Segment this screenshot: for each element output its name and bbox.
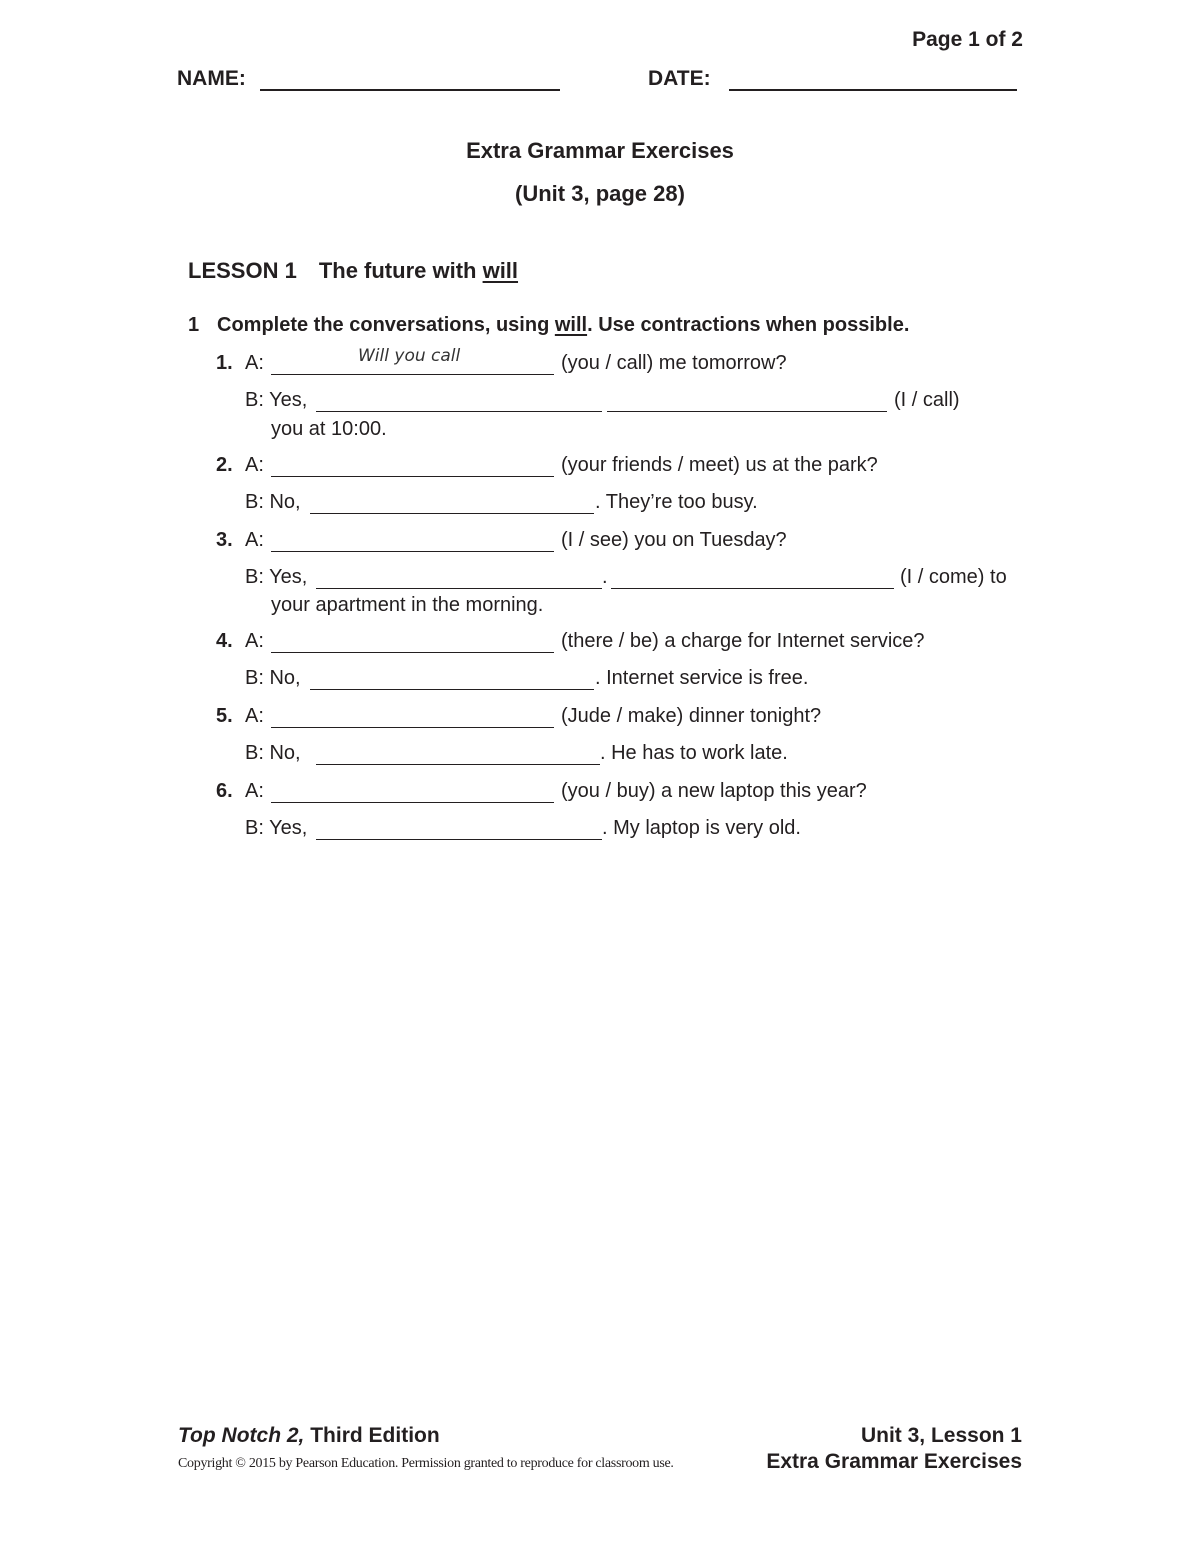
- answer-blank[interactable]: [316, 566, 602, 589]
- name-field[interactable]: [260, 89, 560, 91]
- answer-blank[interactable]: [316, 817, 602, 840]
- speaker-a-label: A:: [245, 454, 264, 476]
- continuation-text: your apartment in the morning.: [271, 594, 544, 616]
- item-4-a: [0, 630, 1200, 660]
- lesson-heading: [188, 258, 518, 284]
- item-1-a: [0, 346, 1200, 382]
- speaker-b-label: B: No,: [245, 667, 301, 689]
- item-number: 6.: [216, 780, 233, 802]
- footer-book-title: [178, 1424, 440, 1448]
- item-6-b: [0, 817, 1200, 847]
- exercise-number: 1: [188, 314, 200, 336]
- prompt-text: (your friends / meet) us at the park?: [561, 454, 878, 476]
- book-edition: Third Edition: [304, 1424, 440, 1447]
- prompt-text: (there / be) a charge for Internet service?: [561, 630, 925, 652]
- page-subtitle: (Unit 3, page 28): [515, 181, 685, 206]
- footer-section: Extra Grammar Exercises: [766, 1450, 1022, 1473]
- item-5-b: [0, 742, 1200, 772]
- prompt-text: (you / buy) a new laptop this year?: [561, 780, 867, 802]
- lesson-topic-keyword: will: [482, 258, 519, 283]
- continuation-text: you at 10:00.: [271, 418, 387, 440]
- item-3-b: [0, 566, 1200, 596]
- item-2-a: [0, 454, 1200, 484]
- page-number: Page 1 of 2: [912, 28, 1023, 51]
- speaker-a-label: A:: [245, 352, 264, 374]
- speaker-a-label: A:: [245, 529, 264, 551]
- speaker-b-label: B: No,: [245, 491, 301, 513]
- answer-blank[interactable]: [310, 667, 594, 690]
- item-number: 3.: [216, 529, 233, 551]
- answer-blank[interactable]: [271, 454, 554, 477]
- item-2-b: [0, 491, 1200, 521]
- answer-blank[interactable]: [316, 742, 600, 765]
- date-label: DATE:: [648, 67, 711, 90]
- lesson-topic: [319, 258, 518, 283]
- item-3-b-cont: [0, 594, 1200, 624]
- item-6-a: [0, 780, 1200, 810]
- prompt-text: (I / call): [894, 389, 960, 411]
- speaker-a-label: A:: [245, 630, 264, 652]
- punctuation: .: [602, 566, 608, 588]
- speaker-b-label: B: No,: [245, 742, 301, 764]
- answer-blank[interactable]: [310, 491, 594, 514]
- instruction-keyword: will: [554, 314, 588, 336]
- footer-unit-lesson: Unit 3, Lesson 1: [860, 1424, 1022, 1447]
- response-text: . He has to work late.: [600, 742, 788, 764]
- item-number: 4.: [216, 630, 233, 652]
- answer-blank[interactable]: [271, 630, 554, 653]
- answer-blank[interactable]: [271, 780, 554, 803]
- item-3-a: [0, 529, 1200, 559]
- prompt-text: (I / come) to: [900, 566, 1007, 588]
- lesson-topic-text: The future with: [318, 258, 483, 283]
- item-5-a: [0, 705, 1200, 735]
- handwritten-answer: Will you call: [358, 346, 461, 366]
- speaker-b-label: B: Yes,: [245, 817, 308, 839]
- prompt-text: (I / see) you on Tuesday?: [561, 529, 787, 551]
- prompt-text: (you / call) me tomorrow?: [561, 352, 787, 374]
- name-label: NAME:: [177, 67, 246, 90]
- speaker-a-label: A:: [245, 780, 264, 802]
- lesson-label: LESSON 1: [188, 258, 297, 283]
- answer-blank[interactable]: [271, 705, 554, 728]
- item-1-b: [0, 389, 1200, 419]
- speaker-b-label: B: Yes,: [245, 566, 308, 588]
- item-1-b-cont: [0, 418, 1200, 448]
- answer-blank[interactable]: [607, 389, 887, 412]
- page-title: Extra Grammar Exercises: [466, 138, 734, 163]
- date-field[interactable]: [729, 89, 1017, 91]
- answer-blank[interactable]: [271, 529, 554, 552]
- response-text: . My laptop is very old.: [602, 817, 801, 839]
- book-title: Top Notch 2,: [178, 1424, 305, 1447]
- speaker-b-label: B: Yes,: [245, 389, 308, 411]
- response-text: . They’re too busy.: [595, 491, 758, 513]
- answer-blank[interactable]: [611, 566, 894, 589]
- instruction-text-end: . Use contractions when possible.: [587, 314, 910, 336]
- speaker-a-label: A:: [245, 705, 264, 727]
- copyright-notice: Copyright © 2015 by Pearson Education. Permission granted to reproduce for classroom use.: [178, 1456, 674, 1471]
- instruction-text: Complete the conversations, using: [217, 314, 555, 336]
- item-number: 5.: [216, 705, 233, 727]
- answer-blank[interactable]: [316, 389, 602, 412]
- item-4-b: [0, 667, 1200, 697]
- item-number: 1.: [216, 352, 233, 374]
- exercise-instruction: [188, 314, 909, 337]
- response-text: . Internet service is free.: [595, 667, 809, 689]
- item-number: 2.: [216, 454, 233, 476]
- prompt-text: (Jude / make) dinner tonight?: [561, 705, 822, 727]
